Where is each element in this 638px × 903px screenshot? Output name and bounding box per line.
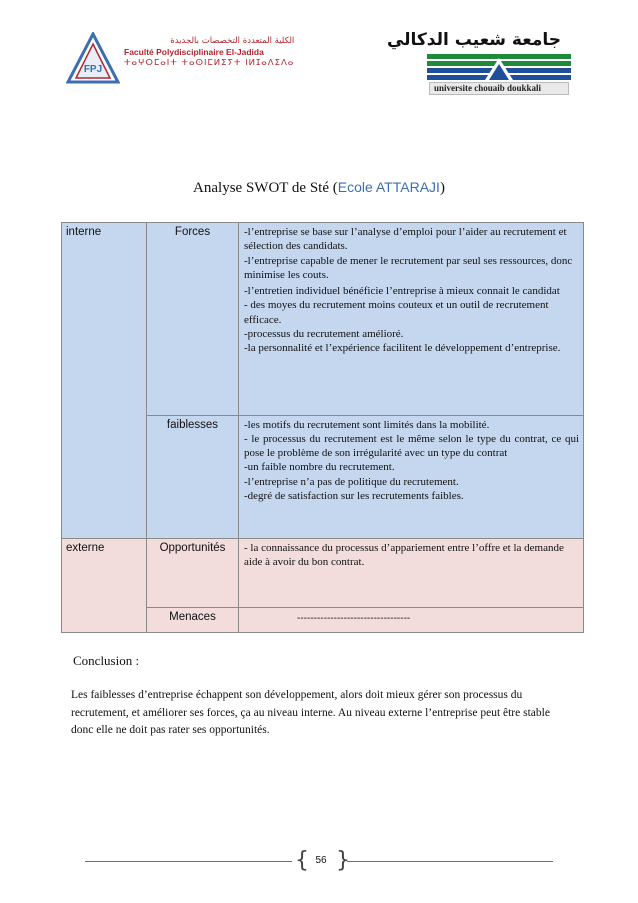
forces-item: - des moyes du recrutement moins couteux et un outil de recrutement efficace. bbox=[244, 299, 549, 326]
menaces-text: ---------------------------------- bbox=[239, 608, 584, 633]
faculty-name-french: Faculté Polydisciplinaire El-Jadida bbox=[124, 47, 264, 57]
forces-list bbox=[239, 223, 584, 416]
faculty-logo bbox=[60, 30, 295, 84]
forces-item: -l’entreprise capable de mener le recrutement par seul ses ressources, donc minimise les couts. bbox=[244, 254, 573, 281]
faiblesses-list bbox=[239, 415, 584, 538]
interne-label: interne bbox=[62, 223, 147, 539]
conclusion-title: Conclusion : bbox=[73, 653, 140, 668]
swot-row-forces bbox=[62, 223, 584, 416]
page-footer bbox=[85, 848, 553, 874]
faiblesses-item: -degré de satisfaction sur les recrutements faibles. bbox=[244, 490, 464, 503]
faiblesses-item: - le processus du recrutement est le même selon le type du contrat, ce qui pose le problème de son irrégularité avec un type du contrat bbox=[244, 432, 579, 460]
faculty-name-tifinagh: ⵜⴰⵖⵔⵎⴰⵏⵜ ⵜⴰⵙⵏⵎⵍⵉⵢⵜ ⵏⵍⵊⴰⴷⵉⴷⴰ bbox=[124, 58, 295, 68]
externe-label: externe bbox=[62, 538, 147, 632]
page-number: 56 bbox=[315, 855, 327, 866]
university-logo bbox=[386, 30, 575, 96]
conclusion-text: Les faiblesses d’entreprise échappent son développement, alors doit mieux gérer son processus du recrutement, et améliorer ses forces, ça au niveau interne. Au niveau externe l’entreprise peut être stable donc elle ne doit pas rater ses opportunités. bbox=[71, 689, 550, 736]
university-name-french: universite chouaib doukkali bbox=[429, 82, 569, 95]
faculty-name-arabic: الكلية المتعددة التخصصات بالجديدة bbox=[170, 36, 295, 46]
opportunites-label: Opportunités bbox=[147, 538, 239, 607]
swot-table bbox=[61, 222, 584, 633]
forces-item: -processus du recrutement amélioré. bbox=[244, 328, 404, 341]
forces-label: Forces bbox=[147, 223, 239, 416]
footer-rule-right bbox=[347, 861, 553, 862]
faculty-emblem-icon bbox=[66, 32, 120, 84]
faiblesses-item: -l’entreprise n’a pas de politique du recrutement. bbox=[244, 475, 459, 488]
faiblesses-label: faiblesses bbox=[147, 415, 239, 538]
faiblesses-item: -les motifs du recrutement sont limités dans la mobilité. bbox=[244, 418, 490, 431]
forces-item: -l’entretien individuel bénéficie l’entreprise à mieux connait le candidat bbox=[244, 285, 560, 298]
title-prefix: Analyse SWOT de Sté ( bbox=[193, 180, 338, 196]
left-brace-icon: { bbox=[295, 848, 309, 873]
faculty-emblem-text: FPJ bbox=[83, 64, 103, 75]
title-suffix: ) bbox=[439, 180, 445, 196]
school-name: Ecole ATTARAJI bbox=[337, 179, 440, 195]
right-brace-icon: } bbox=[336, 848, 350, 873]
university-emblem-icon bbox=[427, 54, 571, 84]
university-name-arabic: جامعة شعيب الدكالي bbox=[386, 30, 561, 50]
menaces-label: Menaces bbox=[147, 608, 239, 633]
footer-rule-left bbox=[85, 861, 292, 862]
faiblesses-item: -un faible nombre du recrutement. bbox=[244, 461, 395, 474]
opportunites-list bbox=[239, 538, 584, 607]
swot-row-opportunites bbox=[62, 538, 584, 607]
opportunites-item: - la connaissance du processus d’appariement entre l’offre et la demande aide à avoir du bon contrat. bbox=[244, 541, 564, 569]
page-title bbox=[0, 179, 638, 197]
forces-item: -la personnalité et l’expérience facilitent le développement d’entreprise. bbox=[244, 342, 561, 355]
forces-item: -l’entreprise se base sur l’analyse d’emploi pour l’aider au recrutement et sélection des candidats. bbox=[244, 226, 567, 253]
